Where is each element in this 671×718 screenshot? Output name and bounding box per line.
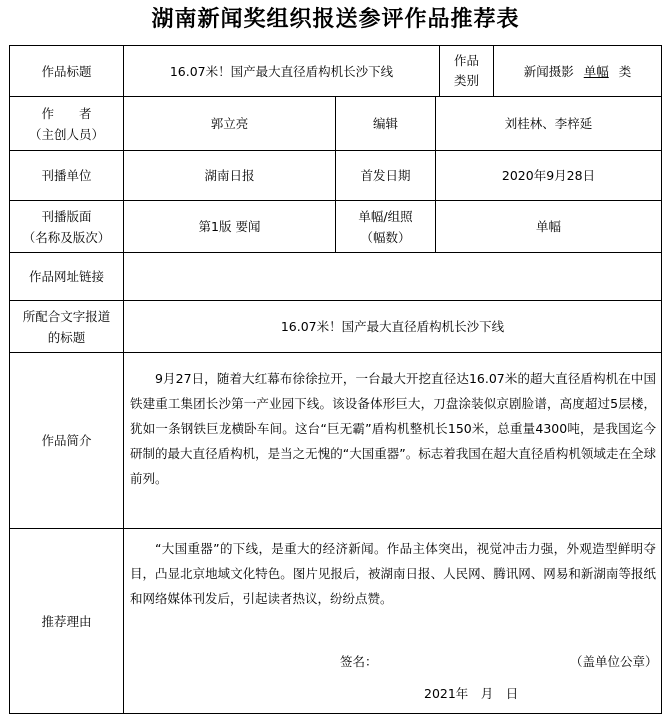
value-category: 新闻摄影 单幅 类: [523, 63, 632, 79]
value-intro: 9月27日，随着大红幕布徐徐拉开，一台最大开挖直径达16.07米的超大直径盾构机在中国铁建重工集团长沙第一产业园下线。该设备体形巨大，刀盘涂装似京剧脸谱，高度超过5层楼，犹如一条钢铁巨龙横卧车间。这台“巨无霸”盾构机整机长150米，总重量4300吨，是我国迄今研制的最大直径盾构机，是当之无愧的“大国重器”。标志着我国在超大直径盾构机领域走在全球前列。: [130, 371, 656, 486]
value-author: 郭立亮: [210, 116, 249, 131]
label-category: 作品类别: [453, 53, 479, 88]
label-reason: 推荐理由: [41, 613, 92, 629]
label-editor: 编辑: [372, 116, 398, 131]
value-work-title: 16.07米！国产最大直径盾构机长沙下线: [169, 63, 394, 79]
value-page: 第1版 要闻: [198, 219, 261, 234]
value-editor: 刘桂林、李梓延: [504, 116, 593, 131]
label-work-title: 作品标题: [41, 63, 92, 79]
value-format: 单幅: [535, 219, 561, 234]
label-page: 刊播版面 （名称及版次）: [22, 208, 111, 245]
label-url: 作品网址链接: [28, 269, 104, 284]
label-author: 作 者 （主创人员）: [28, 105, 104, 142]
value-publisher: 湖南日报: [204, 168, 255, 183]
seal-note: （盖单位公章）: [570, 654, 658, 669]
label-format: 单幅/组照 （幅数）: [358, 208, 413, 245]
label-intro: 作品简介: [41, 433, 92, 448]
form-title: 湖南新闻奖组织报送参评作品推荐表: [151, 6, 520, 32]
label-first-date: 首发日期: [360, 168, 411, 183]
signature-label: 签名：: [340, 654, 378, 669]
value-reason: “大国重器”的下线，是重大的经济新闻。作品主体突出，视觉冲击力强，外观造型鲜明夺目，凸显北京地域文化特色。图片见报后，被湖南日报、人民网、腾讯网、网易和新湖南等报纸和网络媒体刊发后，引起读者热议，纷纷点赞。: [130, 541, 656, 606]
sign-date: 2021年 月 日: [424, 686, 519, 701]
label-publisher: 刊播单位: [41, 168, 92, 183]
value-related-title: 16.07米！国产最大直径盾构机长沙下线: [280, 319, 505, 334]
value-first-date: 2020年9月28日: [501, 168, 596, 183]
label-related-title: 所配合文字报道 的标题: [22, 308, 111, 345]
value-url: [124, 253, 661, 300]
